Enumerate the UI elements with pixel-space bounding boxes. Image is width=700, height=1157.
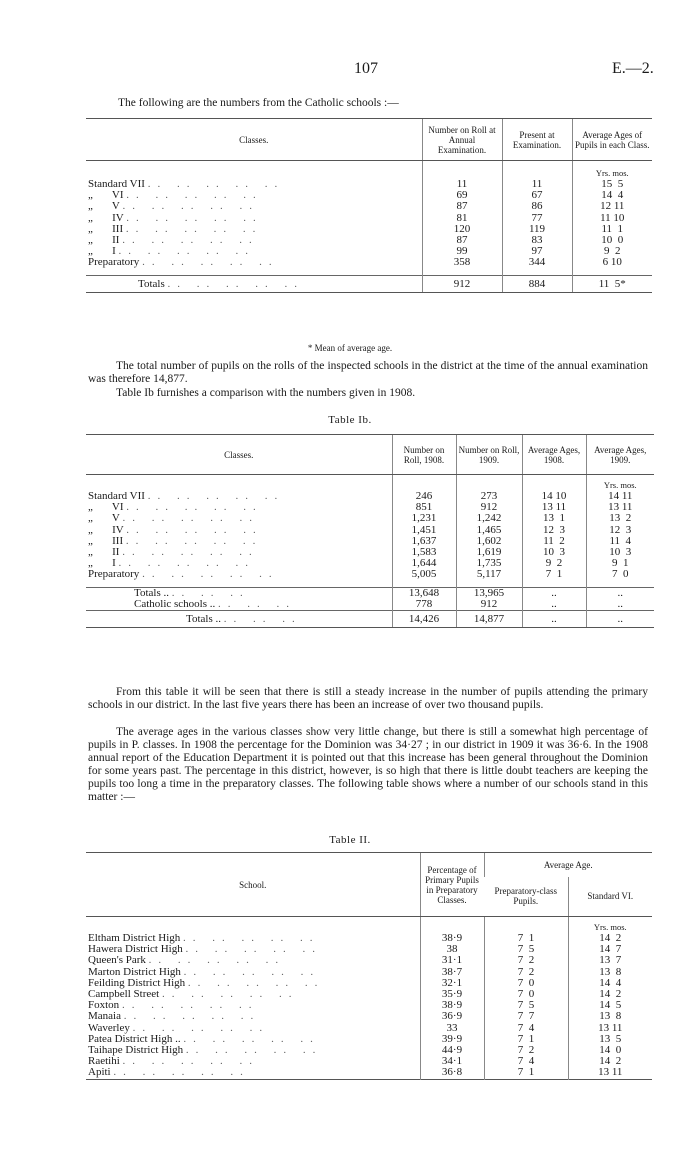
age-value: 11 1: [572, 224, 652, 235]
leader-dots: .. .. .. .. ..: [113, 1067, 250, 1079]
leader-dots: .. .. .. .. ..: [142, 257, 279, 269]
col-header-roll-1909: Number on Roll, 1909.: [456, 435, 522, 475]
school-name: [86, 1034, 420, 1045]
school-name: [86, 978, 420, 989]
subtotal-row: [86, 587, 654, 599]
prep-age-value: 7 2: [484, 955, 568, 966]
col-header-school: School.: [86, 853, 420, 917]
roll-1909-value: 1,735: [456, 558, 522, 569]
row-label: „ II: [88, 235, 120, 247]
row-label: Totals ..: [134, 587, 169, 599]
leader-dots: .. .. .. .. ..: [148, 955, 286, 967]
table-end-rule: [86, 1079, 652, 1082]
roll-1909-value: 1,242: [456, 513, 522, 524]
ages-1908-value: 14 10: [522, 491, 586, 502]
ages-1909-value: 11 4: [586, 536, 654, 547]
ages-1909-value: 13 11: [586, 502, 654, 513]
subtotal-ages-1909: ..: [586, 599, 654, 611]
roll-value: 69: [422, 190, 502, 201]
class-label: [86, 536, 392, 547]
class-label: [86, 513, 392, 524]
standard-vi-age-value: 13 11: [568, 1023, 652, 1034]
catholic-schools-table: [86, 118, 652, 293]
row-label: Eltham District High: [88, 933, 181, 944]
table-row: [86, 179, 652, 190]
leader-dots: .. .. .. .. ..: [122, 547, 259, 559]
total-roll-1908: 14,426: [392, 611, 456, 628]
class-label: [86, 547, 392, 558]
present-value: 86: [502, 201, 572, 212]
standard-vi-age-value: 13 11: [568, 1067, 652, 1079]
leader-dots: .. .. .. .. ..: [118, 246, 256, 258]
total-age: 11 5*: [572, 275, 652, 292]
age-value: 10 0: [572, 235, 652, 246]
row-label: Apiti: [88, 1067, 111, 1079]
roll-1909-value: 1,602: [456, 536, 522, 547]
table-row: [86, 513, 654, 524]
ages-1909-value: 12 3: [586, 525, 654, 536]
table-row: [86, 235, 652, 246]
school-name: [86, 989, 420, 1000]
row-label: Waverley: [88, 1022, 130, 1034]
age-value: 11 10: [572, 213, 652, 224]
row-label: Campbell Street: [88, 989, 160, 1001]
leader-dots: .. .. ..: [223, 613, 302, 626]
ages-1909-value: 10 3: [586, 547, 654, 558]
leader-dots: .. .. .. .. ..: [183, 933, 320, 944]
subtotal-roll-1908: 778: [392, 599, 456, 611]
col-header-prep-pupils: Preparatory-class Pupils.: [484, 877, 568, 917]
total-present: 884: [502, 275, 572, 292]
roll-1909-value: 273: [456, 491, 522, 502]
table-row: [86, 547, 654, 558]
table-row: [86, 944, 652, 955]
table-row: [86, 1034, 652, 1045]
subtotal-roll-1908: 13,648: [392, 587, 456, 599]
table-row: [86, 201, 652, 212]
row-label: „ I: [88, 246, 116, 258]
ages-1909-value: 9 1: [586, 558, 654, 569]
school-name: [86, 967, 420, 978]
roll-1909-value: 1,465: [456, 525, 522, 536]
row-label: „ V: [88, 201, 120, 213]
totals-label: [86, 275, 422, 292]
leader-dots: .. .. .. .. ..: [167, 277, 304, 290]
prep-age-value: 7 2: [484, 967, 568, 978]
ages-1908-value: 12 3: [522, 525, 586, 536]
col-header-classes: Classes.: [86, 435, 392, 475]
table-row: [86, 569, 654, 580]
roll-1909-value: 1,619: [456, 547, 522, 558]
total-roll: 912: [422, 275, 502, 292]
age-value: 6 10: [572, 257, 652, 268]
prep-age-value: 7 0: [484, 978, 568, 989]
percentage-value: 35·9: [420, 989, 484, 1000]
roll-1908-value: 851: [392, 502, 456, 513]
roll-1908-value: 1,637: [392, 536, 456, 547]
row-label: Hawera District High: [88, 944, 183, 956]
footnote: * Mean of average age.: [307, 343, 393, 353]
leader-dots: .. .. .. .. ..: [187, 977, 325, 989]
leader-dots: .. .. .. .. ..: [122, 1056, 260, 1068]
leader-dots: .. .. .. .. ..: [185, 944, 322, 956]
percentage-value: 34·1: [420, 1056, 484, 1067]
row-label: Foxton: [88, 1000, 120, 1012]
total-ages-1908: ..: [522, 611, 586, 628]
report-reference: E.—2.: [612, 60, 654, 77]
intro-text: The following are the numbers from the Catholic schools :—: [118, 97, 399, 109]
class-label: [86, 213, 422, 224]
ages-1909-value: 14 11: [586, 491, 654, 502]
age-value: 15 5: [572, 179, 652, 190]
row-label: Taihape District High: [88, 1045, 184, 1057]
table-row: [86, 558, 654, 569]
percentage-value: 39·9: [420, 1034, 484, 1045]
standard-vi-age-value: 13 7: [568, 955, 652, 966]
school-name: [86, 1067, 420, 1079]
table-row: [86, 536, 654, 547]
row-label: „ II: [88, 547, 120, 559]
table-row: [86, 257, 652, 268]
col-header-average-age: Average Age.: [484, 853, 652, 877]
leader-dots: .. .. .. .. ..: [118, 558, 256, 570]
percentage-value: 31·1: [420, 955, 484, 966]
school-name: [86, 933, 420, 944]
leader-dots: .. .. .. .. ..: [147, 491, 285, 502]
school-name: [86, 1000, 420, 1011]
row-label: Raetihi: [88, 1056, 120, 1068]
roll-1908-value: 246: [392, 491, 456, 502]
leader-dots: .. .. .. .. ..: [125, 535, 263, 547]
school-name: [86, 1023, 420, 1034]
standard-vi-age-value: 14 2: [568, 1056, 652, 1067]
col-header-percentage: Percentage of Primary Pupils in Preparatory Classes.: [420, 853, 484, 917]
present-value: 83: [502, 235, 572, 246]
paragraph-table-ib-intro: Table Ib furnishes a comparison with the numbers given in 1908.: [116, 387, 416, 399]
present-value: 67: [502, 190, 572, 201]
subtotal-label: [86, 587, 392, 599]
total-ages-1909: ..: [586, 611, 654, 628]
standard-vi-age-value: 14 5: [568, 1000, 652, 1011]
age-value: 14 4: [572, 190, 652, 201]
ages-1908-value: 9 2: [522, 558, 586, 569]
units-label: Yrs. mos.: [572, 161, 652, 180]
row-label: Preparatory: [88, 257, 140, 269]
present-value: 119: [502, 224, 572, 235]
roll-1908-value: 1,451: [392, 525, 456, 536]
table-row: [86, 967, 652, 978]
table-ii-caption: Table II.: [329, 834, 371, 846]
leader-dots: .. .. .. .. ..: [161, 989, 299, 1001]
leader-dots: .. .. .. .. ..: [126, 502, 263, 514]
table-row: [86, 989, 652, 1000]
leader-dots: .. .. .. .. ..: [126, 190, 263, 202]
standard-vi-age-value: 13 8: [568, 967, 652, 978]
page-header: [0, 60, 700, 82]
table-row: [86, 1000, 652, 1011]
row-label: Manaia: [88, 1011, 121, 1023]
row-label: Preparatory: [88, 569, 140, 581]
row-label: „ IV: [88, 524, 124, 536]
percentage-value: 38·9: [420, 933, 484, 944]
leader-dots: .. .. .. .. ..: [183, 966, 321, 978]
roll-1909-value: 912: [456, 502, 522, 513]
paragraph-increase: From this table it will be seen that there is still a steady increase in the number of pupils attending the primary schools in our district. In the last five years there has been an increase of over two thousand pupils.: [88, 686, 648, 711]
row-label: Standard VII: [88, 179, 145, 190]
table-ii: [86, 852, 652, 1082]
leader-dots: .. .. .. .. ..: [122, 201, 259, 213]
leader-dots: .. .. .. .. ..: [126, 524, 263, 536]
col-header-roll: Number on Roll at Annual Examination.: [422, 119, 502, 161]
percentage-value: 38·7: [420, 967, 484, 978]
totals-label: [86, 611, 392, 628]
row-label: „ I: [88, 558, 116, 570]
present-value: 77: [502, 213, 572, 224]
prep-age-value: 7 1: [484, 933, 568, 944]
prep-age-value: 7 4: [484, 1056, 568, 1067]
class-label: [86, 569, 392, 580]
table-row: [86, 246, 652, 257]
units-label: Yrs. mos.: [586, 475, 654, 492]
standard-vi-age-value: 13 8: [568, 1011, 652, 1022]
standard-vi-age-value: 14 2: [568, 933, 652, 944]
school-name: [86, 1011, 420, 1022]
percentage-value: 36·9: [420, 1011, 484, 1022]
leader-dots: .. .. .. .. ..: [122, 235, 259, 247]
age-value: 9 2: [572, 246, 652, 257]
roll-value: 87: [422, 201, 502, 212]
percentage-value: 38·9: [420, 1000, 484, 1011]
row-label: Feilding District High: [88, 977, 186, 989]
class-label: [86, 525, 392, 536]
roll-1908-value: 5,005: [392, 569, 456, 580]
row-label: „ III: [88, 535, 124, 547]
prep-age-value: 7 2: [484, 1045, 568, 1056]
totals-row: [86, 611, 654, 628]
class-label: [86, 502, 392, 513]
roll-value: 11: [422, 179, 502, 190]
roll-value: 87: [422, 235, 502, 246]
school-name: [86, 955, 420, 966]
table-ib-caption: Table Ib.: [328, 414, 372, 426]
standard-vi-age-value: 14 4: [568, 978, 652, 989]
prep-age-value: 7 1: [484, 1034, 568, 1045]
table-row: [86, 978, 652, 989]
row-label: Catholic schools ..: [134, 598, 216, 610]
ages-1909-value: 7 0: [586, 569, 654, 580]
totals-row: [86, 275, 652, 292]
table-row: [86, 1011, 652, 1022]
subtotal-roll-1909: 13,965: [456, 587, 522, 599]
units-label: Yrs. mos.: [568, 917, 652, 934]
leader-dots: .. .. .. .. ..: [185, 1045, 323, 1057]
ages-1908-value: 10 3: [522, 547, 586, 558]
class-label: [86, 257, 422, 268]
table-row: [86, 491, 654, 502]
percentage-value: 36·8: [420, 1067, 484, 1079]
table-row: [86, 1056, 652, 1067]
leader-dots: .. .. .. .. ..: [121, 1000, 259, 1012]
present-value: 11: [502, 179, 572, 190]
table-row: [86, 955, 652, 966]
subtotal-ages-1908: ..: [522, 599, 586, 611]
standard-vi-age-value: 14 2: [568, 989, 652, 1000]
class-label: [86, 190, 422, 201]
leader-dots: .. .. ..: [171, 587, 250, 599]
col-header-ages-1909: Average Ages, 1909.: [586, 435, 654, 475]
page-number: 107: [354, 60, 378, 77]
col-header-ages-1908: Average Ages, 1908.: [522, 435, 586, 475]
table-row: [86, 933, 652, 944]
class-label: [86, 491, 392, 502]
col-header-standard-vi: Standard VI.: [568, 877, 652, 917]
ages-1909-value: 13 2: [586, 513, 654, 524]
class-label: [86, 235, 422, 246]
table-row: [86, 502, 654, 513]
class-label: [86, 224, 422, 235]
row-label: „ VI: [88, 502, 124, 514]
ages-1908-value: 13 1: [522, 513, 586, 524]
roll-value: 99: [422, 246, 502, 257]
ages-1908-value: 7 1: [522, 569, 586, 580]
paragraph-total: The total number of pupils on the rolls of the inspected schools in the district at the time of the annual examination was therefore 14,877.: [88, 360, 648, 385]
leader-dots: .. .. .. .. ..: [123, 1011, 261, 1023]
leader-dots: .. .. .. .. ..: [142, 569, 279, 581]
leader-dots: .. .. .. .. ..: [125, 223, 263, 235]
school-name: [86, 1045, 420, 1056]
percentage-value: 32·1: [420, 978, 484, 989]
ages-1908-value: 11 2: [522, 536, 586, 547]
school-name: [86, 1056, 420, 1067]
col-header-present: Present at Examination.: [502, 119, 572, 161]
roll-value: 120: [422, 224, 502, 235]
row-label: Totals: [138, 277, 165, 290]
leader-dots: .. .. .. .. ..: [183, 1033, 320, 1045]
table-row: [86, 213, 652, 224]
paragraph-average-ages: The average ages in the various classes show very little change, but there is still a somewhat high percentage of pupils in P. classes. In 1908 the percentage for the Dominion was 34·27 ; in our district in 1909 it was 36·6. In the 1908 annual report of the Education Department it is pointed out that this increase has been general throughout the Dominion for some years past. The percentage in this district, however, is so high that there is little doubt teachers are keeping the pupils too long a time in the preparatory classes. The following table shows where a number of our schools stand in this matter :—: [88, 726, 648, 803]
prep-age-value: 7 0: [484, 989, 568, 1000]
roll-1908-value: 1,583: [392, 547, 456, 558]
standard-vi-age-value: 14 7: [568, 944, 652, 955]
leader-dots: .. .. ..: [218, 598, 297, 610]
row-label: Marton District High: [88, 966, 181, 978]
table-ib: [86, 434, 654, 628]
col-header-classes: Classes.: [86, 119, 422, 161]
ages-1908-value: 13 11: [522, 502, 586, 513]
row-label: „ III: [88, 223, 124, 235]
subtotal-roll-1909: 912: [456, 599, 522, 611]
row-label: „ IV: [88, 212, 124, 224]
roll-value: 358: [422, 257, 502, 268]
leader-dots: .. .. .. .. ..: [132, 1022, 270, 1034]
standard-vi-age-value: 13 5: [568, 1034, 652, 1045]
prep-age-value: 7 1: [484, 1067, 568, 1079]
age-value: 12 11: [572, 201, 652, 212]
subtotal-label: [86, 599, 392, 611]
row-label: „ V: [88, 513, 120, 525]
percentage-value: 38: [420, 944, 484, 955]
roll-1908-value: 1,644: [392, 558, 456, 569]
school-name: [86, 944, 420, 955]
leader-dots: .. .. .. .. ..: [126, 212, 263, 224]
percentage-value: 33: [420, 1023, 484, 1034]
prep-age-value: 7 5: [484, 944, 568, 955]
leader-dots: .. .. .. .. ..: [122, 513, 259, 525]
subtotal-row: [86, 599, 654, 611]
col-header-roll-1908: Number on Roll, 1908.: [392, 435, 456, 475]
table-row: [86, 1067, 652, 1079]
table-row: [86, 525, 654, 536]
class-label: [86, 179, 422, 190]
leader-dots: .. .. .. .. ..: [147, 179, 285, 190]
prep-age-value: 7 7: [484, 1011, 568, 1022]
row-label: Totals ..: [186, 613, 221, 626]
table-row: [86, 1045, 652, 1056]
roll-1909-value: 5,117: [456, 569, 522, 580]
col-header-average-age: Average Ages of Pupils in each Class.: [572, 119, 652, 161]
row-label: Standard VII: [88, 491, 145, 502]
present-value: 344: [502, 257, 572, 268]
table-row: [86, 190, 652, 201]
standard-vi-age-value: 14 0: [568, 1045, 652, 1056]
total-roll-1909: 14,877: [456, 611, 522, 628]
roll-1908-value: 1,231: [392, 513, 456, 524]
present-value: 97: [502, 246, 572, 257]
class-label: [86, 246, 422, 257]
prep-age-value: 7 5: [484, 1000, 568, 1011]
prep-age-value: 7 4: [484, 1023, 568, 1034]
row-label: Patea District High ..: [88, 1033, 181, 1045]
class-label: [86, 201, 422, 212]
row-label: „ VI: [88, 190, 124, 202]
subtotal-ages-1909: ..: [586, 587, 654, 599]
subtotal-ages-1908: ..: [522, 587, 586, 599]
class-label: [86, 558, 392, 569]
roll-value: 81: [422, 213, 502, 224]
table-row: [86, 1023, 652, 1034]
row-label: Queen's Park: [88, 955, 146, 967]
table-row: [86, 224, 652, 235]
percentage-value: 44·9: [420, 1045, 484, 1056]
